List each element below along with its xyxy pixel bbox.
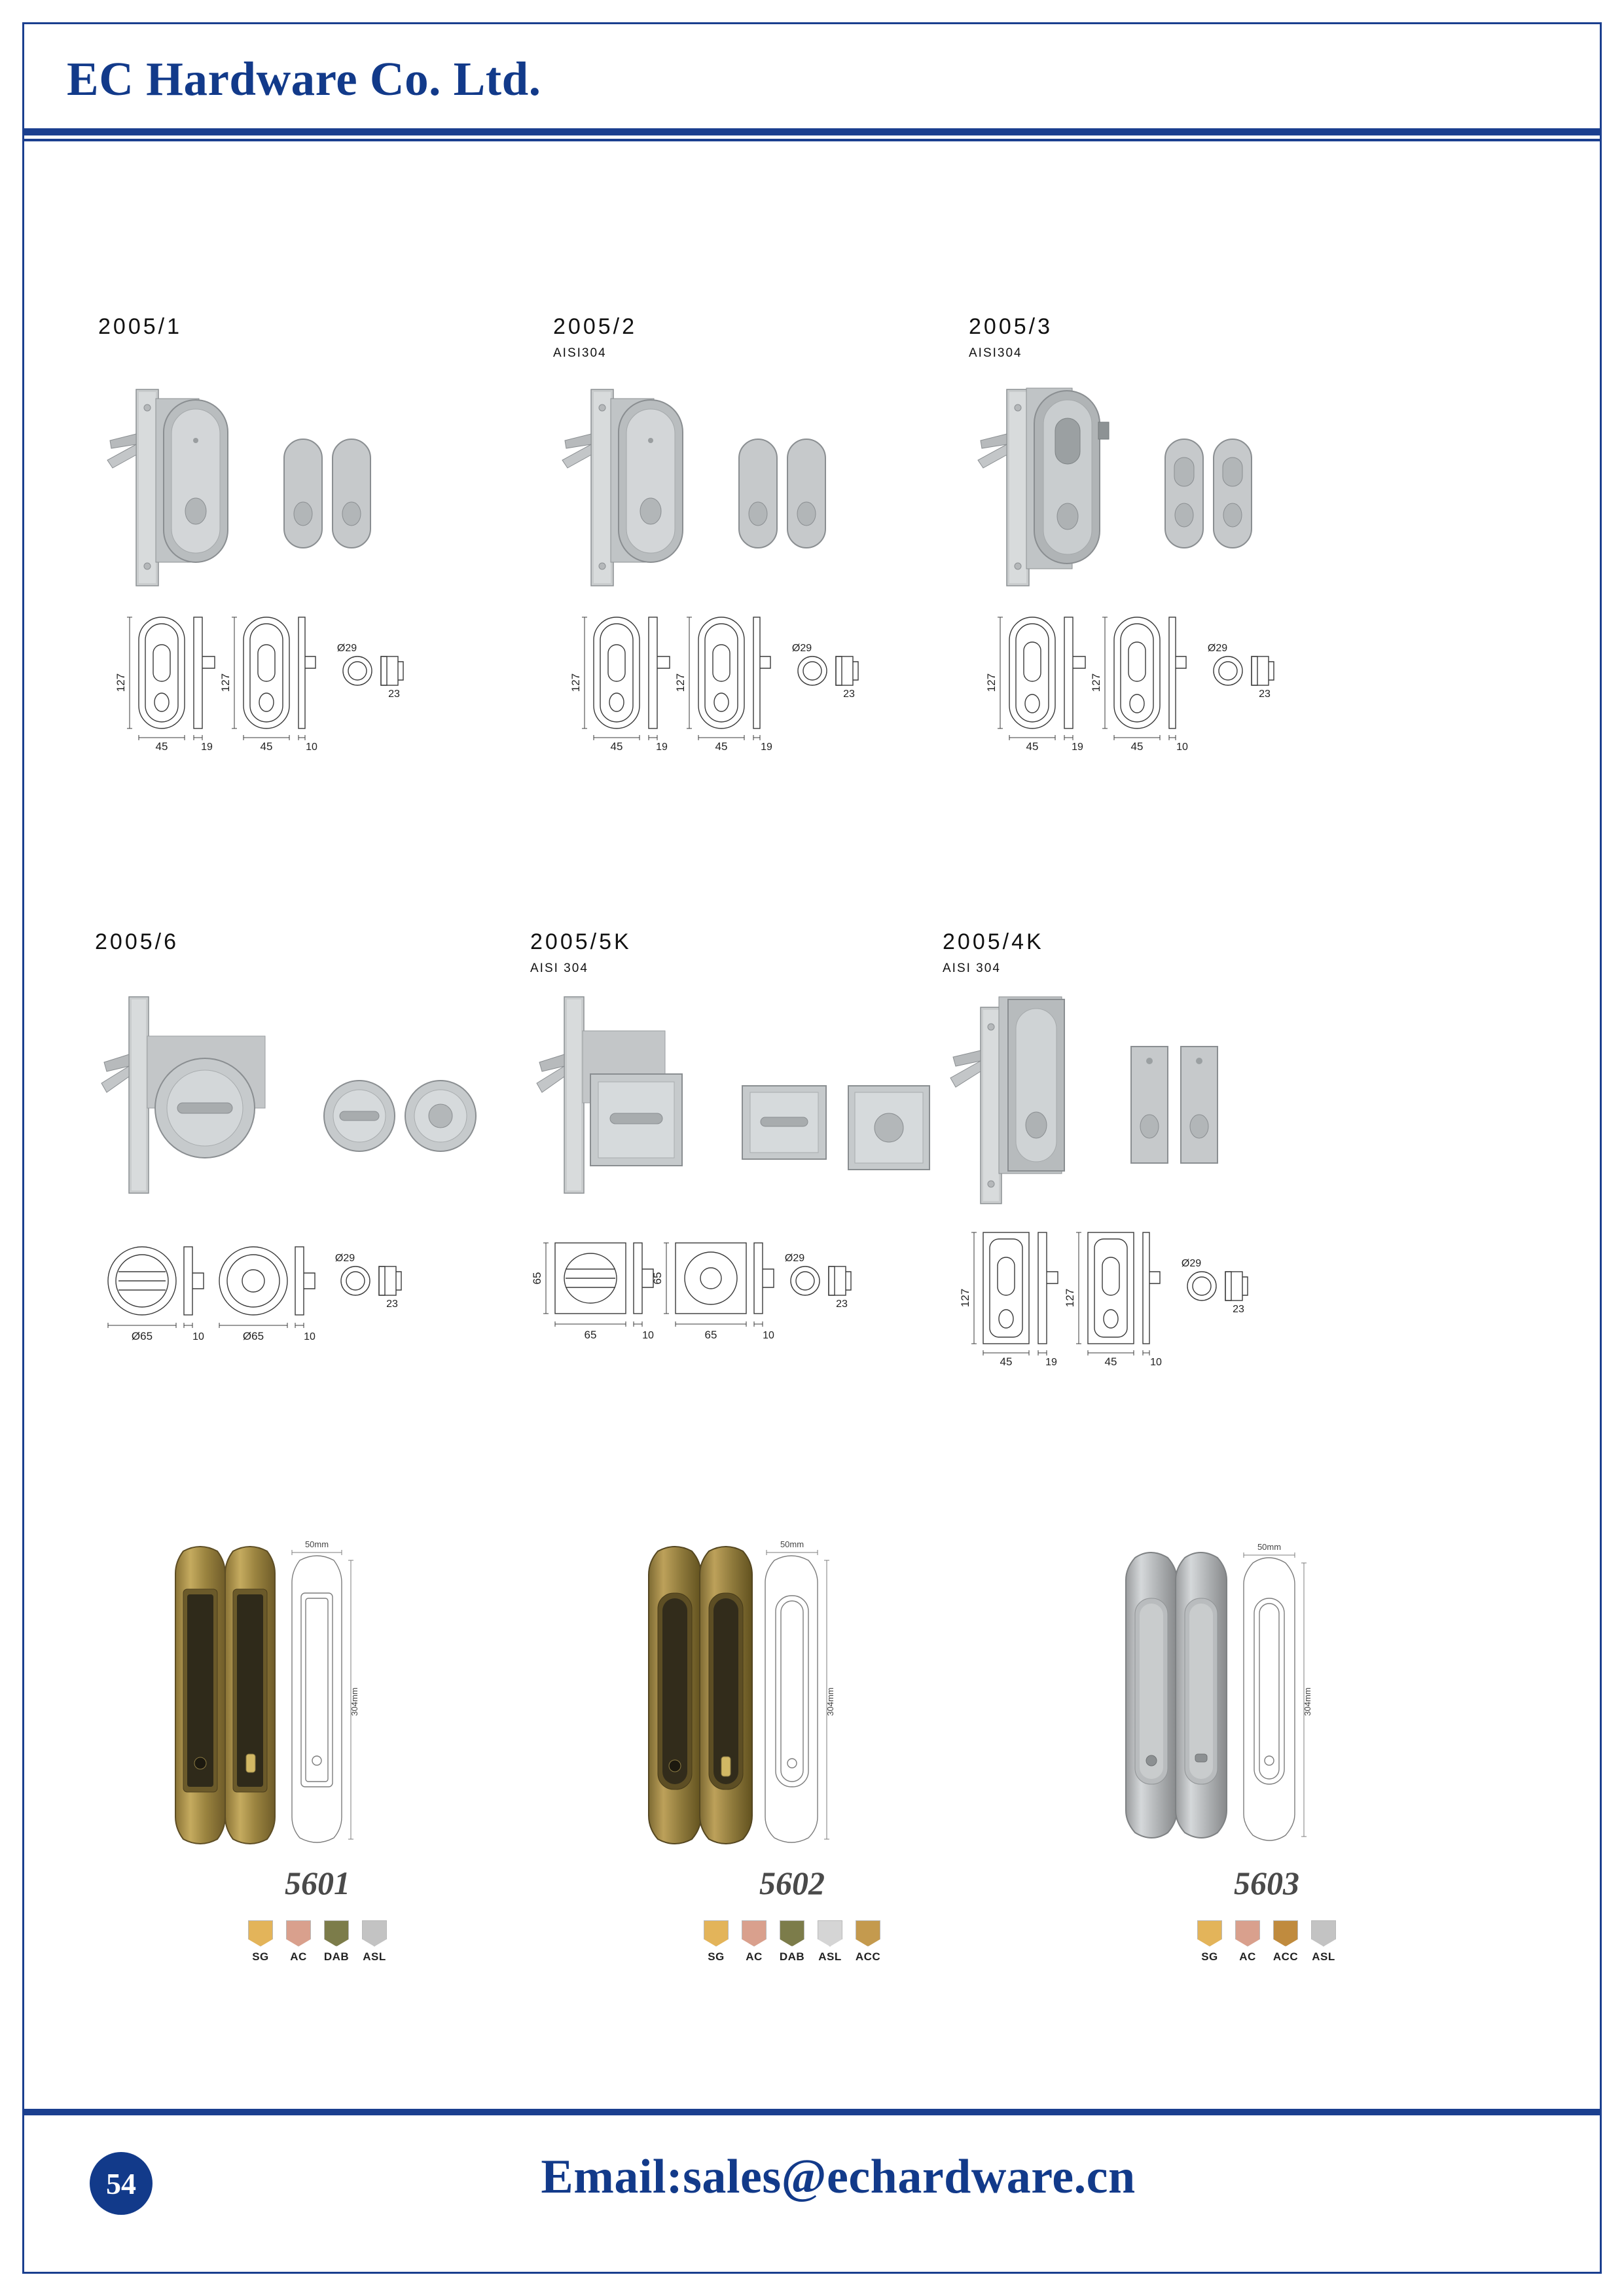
product-photo bbox=[969, 362, 1427, 611]
product-code: 2005/1 bbox=[98, 314, 182, 339]
product-photo bbox=[943, 977, 1440, 1226]
finish-swatches bbox=[1113, 1920, 1420, 1964]
dim-height-1: 127 bbox=[569, 673, 582, 692]
dim-width-1: 45 bbox=[610, 740, 623, 753]
product-5601 bbox=[164, 1538, 471, 1964]
finish-label: SG bbox=[1201, 1950, 1218, 1963]
dim-thickness-1: 10 bbox=[642, 1330, 654, 1341]
dim-thickness-1: 19 bbox=[1045, 1357, 1057, 1368]
product-2005-4k bbox=[943, 929, 1466, 1384]
dim-diameter: Ø29 bbox=[784, 1253, 805, 1264]
dim-height-2: 127 bbox=[674, 673, 687, 692]
finish-label: AC bbox=[746, 1950, 763, 1963]
finish-chip bbox=[1235, 1920, 1260, 1946]
finish-chip bbox=[856, 1920, 880, 1946]
product-code: 2005/4K bbox=[943, 929, 1044, 954]
dim-diameter-1: Ø65 bbox=[131, 1330, 153, 1342]
dim-height-2: 127 bbox=[1064, 1288, 1076, 1308]
dim-width-2: 45 bbox=[260, 740, 273, 753]
finish-label: ACC bbox=[1272, 1950, 1299, 1963]
product-material: AISI 304 bbox=[530, 961, 588, 975]
technical-drawing bbox=[553, 605, 998, 756]
finish-label: DAB bbox=[779, 1950, 805, 1963]
technical-drawing bbox=[98, 605, 543, 756]
dim-cylinder: 23 bbox=[836, 1299, 848, 1310]
finish-swatch[interactable] bbox=[246, 1920, 275, 1964]
dim-width-1: 45 bbox=[1026, 740, 1039, 753]
finish-swatch[interactable] bbox=[360, 1920, 389, 1964]
product-code: 5601 bbox=[285, 1865, 350, 1901]
product-photo bbox=[98, 362, 543, 611]
product-code: 2005/5K bbox=[530, 929, 632, 954]
product-code: 5602 bbox=[759, 1865, 825, 1901]
contact-email: Email:sales@echardware.cn bbox=[541, 2150, 1136, 2204]
dim-thickness-2: 19 bbox=[761, 742, 772, 753]
finish-label: ASL bbox=[1312, 1950, 1335, 1963]
dim-width-2: 45 bbox=[715, 740, 728, 753]
product-code: 2005/3 bbox=[969, 314, 1053, 339]
product-2005-3 bbox=[969, 314, 1466, 756]
finish-swatches bbox=[164, 1920, 471, 1964]
dim-thickness-2: 10 bbox=[1150, 1357, 1162, 1368]
product-code: 2005/2 bbox=[553, 314, 637, 339]
finish-label: DAB bbox=[323, 1950, 350, 1963]
dim-height-1: 65 bbox=[531, 1272, 543, 1285]
product-5603 bbox=[1113, 1538, 1420, 1964]
dim-width-1: 45 bbox=[155, 740, 168, 753]
finish-swatch[interactable] bbox=[740, 1920, 768, 1964]
dim-height-1: 127 bbox=[959, 1288, 971, 1308]
dim-diameter: Ø29 bbox=[334, 1253, 355, 1264]
product-2005-1 bbox=[98, 314, 569, 756]
technical-drawing bbox=[530, 1221, 975, 1371]
dim-thickness-2: 10 bbox=[304, 1331, 316, 1342]
finish-swatch[interactable] bbox=[816, 1920, 844, 1964]
product-material bbox=[98, 346, 569, 362]
product-material: AISI 304 bbox=[943, 961, 1001, 975]
dim-thickness-1: 19 bbox=[1072, 742, 1083, 753]
technical-drawing bbox=[969, 605, 1427, 756]
dim-height-2: 127 bbox=[1090, 673, 1102, 692]
dim-height-1: 127 bbox=[985, 673, 998, 692]
dim-diameter: Ø29 bbox=[1207, 643, 1228, 654]
dim-height-1: 127 bbox=[115, 673, 127, 692]
technical-drawing bbox=[95, 1221, 540, 1371]
finish-swatches bbox=[638, 1920, 946, 1964]
page-number-badge: 54 bbox=[90, 2152, 153, 2215]
dim-thickness-1: 19 bbox=[656, 742, 668, 753]
dim-diameter: Ø29 bbox=[791, 643, 812, 654]
finish-swatch[interactable] bbox=[1271, 1920, 1300, 1964]
finish-chip bbox=[742, 1920, 767, 1946]
product-material bbox=[95, 961, 566, 977]
product-photo bbox=[530, 977, 975, 1226]
header-divider bbox=[24, 128, 1600, 135]
dim-plate-width: 50mm bbox=[780, 1539, 804, 1549]
product-material: AISI304 bbox=[969, 346, 1022, 360]
product-material: AISI304 bbox=[553, 346, 607, 360]
dim-diameter: Ø29 bbox=[336, 643, 357, 654]
dim-width-2: 65 bbox=[704, 1329, 717, 1341]
finish-chip bbox=[324, 1920, 349, 1946]
product-photo bbox=[164, 1538, 445, 1852]
company-name: EC Hardware Co. Ltd. bbox=[67, 52, 541, 105]
dim-plate-height: 304mm bbox=[1303, 1687, 1312, 1716]
finish-label: ASL bbox=[363, 1950, 386, 1963]
product-2005-2 bbox=[553, 314, 1024, 756]
product-photo bbox=[95, 977, 540, 1226]
finish-label: AC bbox=[290, 1950, 307, 1963]
finish-chip bbox=[780, 1920, 804, 1946]
dim-height-2: 127 bbox=[219, 673, 232, 692]
product-2005-6 bbox=[95, 929, 566, 1371]
dim-thickness-1: 10 bbox=[192, 1331, 204, 1342]
product-code: 2005/6 bbox=[95, 929, 179, 954]
finish-swatch[interactable] bbox=[322, 1920, 351, 1964]
dim-plate-width: 50mm bbox=[1257, 1542, 1282, 1552]
dim-width-2: 45 bbox=[1130, 740, 1144, 753]
dim-height-2: 65 bbox=[651, 1272, 664, 1285]
dim-thickness-2: 10 bbox=[1176, 742, 1188, 753]
page-footer bbox=[24, 2121, 1600, 2271]
dim-diameter: Ø29 bbox=[1181, 1258, 1202, 1269]
finish-label: ASL bbox=[818, 1950, 842, 1963]
finish-chip bbox=[248, 1920, 273, 1946]
dim-plate-height: 304mm bbox=[350, 1687, 359, 1716]
product-photo bbox=[553, 362, 998, 611]
dim-thickness-2: 10 bbox=[306, 742, 317, 753]
dim-cylinder: 23 bbox=[388, 689, 400, 700]
finish-swatch[interactable] bbox=[1195, 1920, 1224, 1964]
dim-cylinder: 23 bbox=[386, 1299, 398, 1310]
header-divider-thin bbox=[24, 139, 1600, 141]
finish-swatch[interactable] bbox=[702, 1920, 731, 1964]
finish-label: SG bbox=[252, 1950, 269, 1963]
finish-chip bbox=[1311, 1920, 1336, 1946]
product-code: 5603 bbox=[1234, 1865, 1299, 1901]
finish-swatch[interactable] bbox=[778, 1920, 806, 1964]
dim-cylinder: 23 bbox=[1259, 689, 1271, 700]
product-2005-5k bbox=[530, 929, 1001, 1371]
finish-chip bbox=[818, 1920, 842, 1946]
dim-width-1: 65 bbox=[584, 1329, 597, 1341]
dim-width-1: 45 bbox=[1000, 1355, 1013, 1368]
finish-chip bbox=[286, 1920, 311, 1946]
product-photo bbox=[1113, 1538, 1394, 1852]
finish-swatch[interactable] bbox=[284, 1920, 313, 1964]
dim-thickness-2: 10 bbox=[763, 1330, 774, 1341]
finish-chip bbox=[704, 1920, 729, 1946]
finish-label: AC bbox=[1239, 1950, 1256, 1963]
finish-swatch[interactable] bbox=[1309, 1920, 1338, 1964]
finish-chip bbox=[1273, 1920, 1298, 1946]
page-header bbox=[24, 24, 1600, 122]
dim-plate-height: 304mm bbox=[825, 1687, 835, 1716]
footer-divider bbox=[24, 2109, 1600, 2115]
dim-cylinder: 23 bbox=[1233, 1304, 1244, 1315]
dim-width-2: 45 bbox=[1104, 1355, 1117, 1368]
technical-drawing bbox=[943, 1221, 1440, 1384]
dim-diameter-2: Ø65 bbox=[242, 1330, 264, 1342]
finish-chip bbox=[362, 1920, 387, 1946]
finish-label: SG bbox=[708, 1950, 725, 1963]
dim-cylinder: 23 bbox=[843, 689, 855, 700]
product-photo bbox=[638, 1538, 920, 1852]
product-5602 bbox=[638, 1538, 946, 1964]
dim-plate-width: 50mm bbox=[304, 1539, 329, 1549]
finish-label: ACC bbox=[855, 1950, 881, 1963]
dim-thickness-1: 19 bbox=[201, 742, 213, 753]
finish-swatch[interactable] bbox=[1233, 1920, 1262, 1964]
finish-chip bbox=[1197, 1920, 1222, 1946]
finish-swatch[interactable] bbox=[854, 1920, 882, 1964]
